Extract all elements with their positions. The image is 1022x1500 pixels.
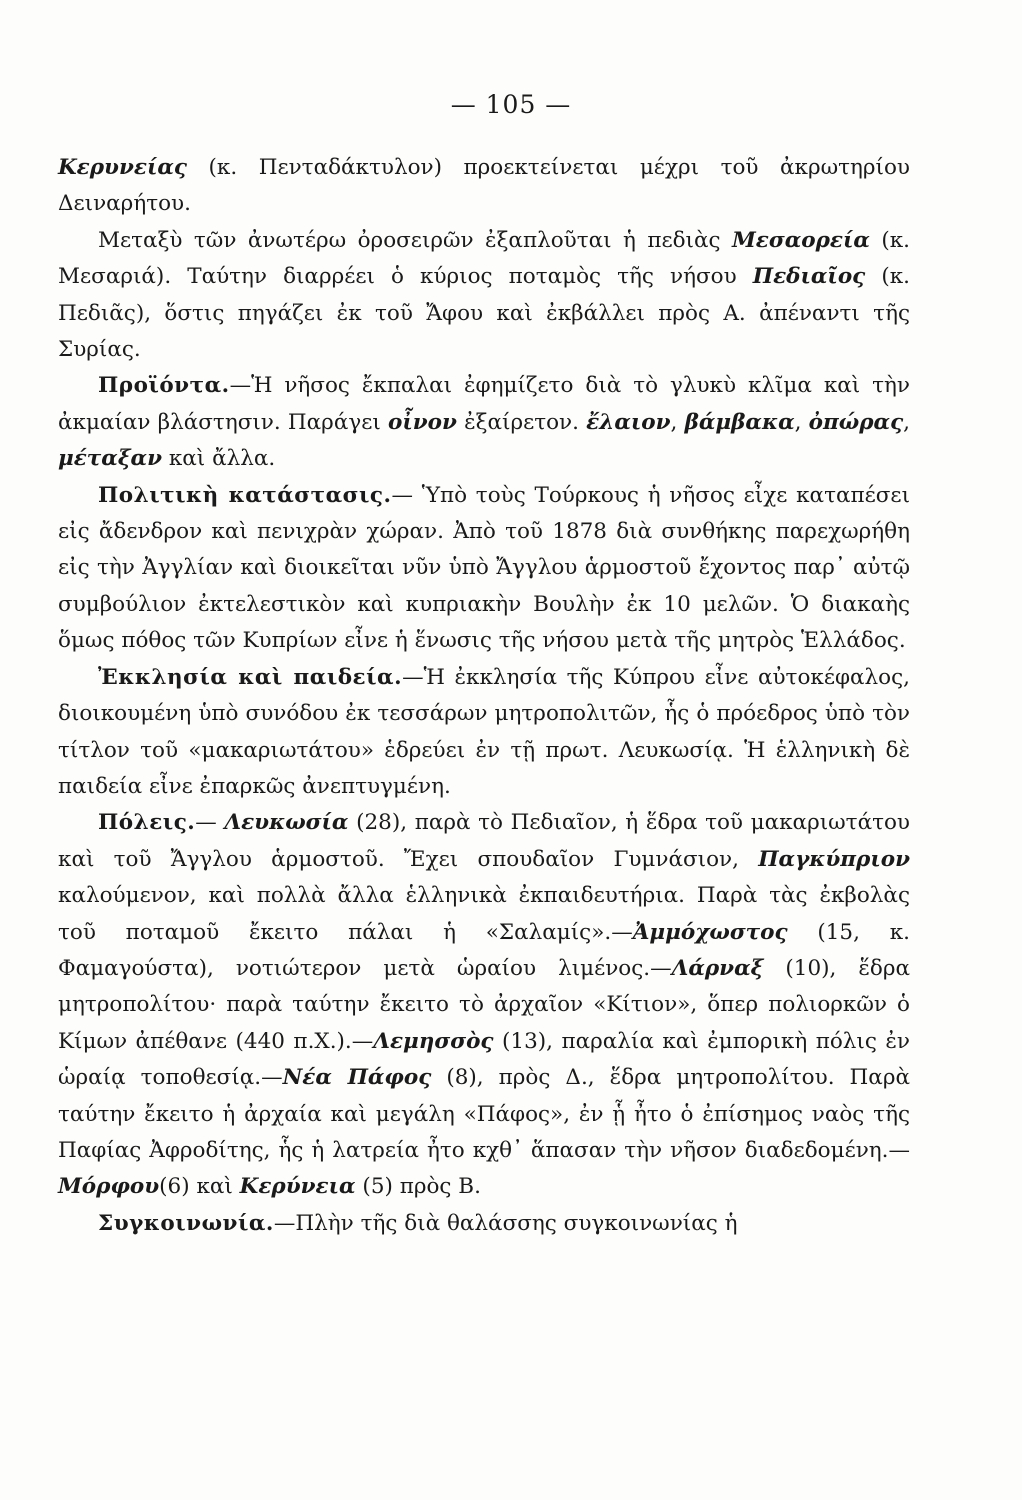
emphasized-term: Ἀμμόχωστος [632, 919, 788, 945]
text-run: (15, κ. Φαμαγούστα), νοτιώτερον μετὰ ὡραίου λιμένος.— [58, 919, 910, 981]
text-run: — [195, 810, 225, 836]
text-run: , [903, 409, 910, 435]
text-run: —Πλὴν τῆς διὰ θαλάσσης συγκοινωνίας ἡ [273, 1210, 738, 1236]
section-heading: Συγκοινωνία. [98, 1210, 274, 1236]
emphasized-term: Λεμησσὸς [373, 1028, 494, 1054]
paragraph-p1 [58, 150, 910, 223]
emphasized-term: ἔλαιον [586, 409, 671, 435]
section-heading: Πόλεις. [98, 810, 196, 836]
emphasized-term: Νέα Πάφος [282, 1065, 432, 1091]
text-run: (13), παραλία καὶ ἐμπορικὴ πόλις ἐν ὡραίᾳ τοποθεσίᾳ.— [58, 1028, 910, 1091]
emphasized-term: μέταξαν [58, 446, 163, 472]
emphasized-term: Πεδιαῖος [752, 264, 866, 290]
paragraph-p6 [58, 805, 910, 1205]
text-run: ἐξαίρετον. [456, 409, 587, 435]
emphasized-term: βάμβακα [684, 409, 795, 435]
text-run: — Ὑπὸ τοὺς Τούρκους ἡ νῆσος εἶχε καταπέσει εἰς ἄδενδρον καὶ πενιχρὰν χώραν. Ἀπὸ τοῦ 1878 διὰ συνθήκης παρεχωρήθη εἰς τὴν Ἀγγλίαν καὶ διοικεῖται νῦν ὑπὸ Ἄγγλου ἁρμοστοῦ ἔχοντος παρ᾽ αὐτῷ συμβούλιον ἐκτελεστικὸν καὶ κυπριακὴν Βουλὴν ἐκ 10 μελῶν. Ὁ διακαὴς ὅμως πόθος τῶν Κυπρίων εἶνε ἡ ἕνωσις τῆς νήσου μετὰ τῆς μητρὸς Ἑλλάδος. [58, 482, 910, 654]
paragraph-p5 [58, 660, 910, 806]
emphasized-term: Λάρναξ [671, 955, 764, 981]
emphasized-term: οἶνον [387, 409, 457, 435]
emphasized-term: Μόρφου [58, 1174, 160, 1200]
paragraph-p7 [58, 1206, 910, 1242]
paragraph-p4 [58, 478, 910, 660]
text-run: (κ. Μεσαριά). Ταύτην διαρρέει ὁ κύριος ποταμὸς τῆς νήσου [58, 227, 911, 290]
text-run: , [670, 409, 685, 435]
text-run: —Ἡ ἐκκλησία τῆς Κύπρου εἶνε αὐτοκέφαλος, διοικουμένη ὑπὸ συνόδου ἐκ τεσσάρων μητροπολιτῶν, ἧς ὁ πρόεδρος ὑπὸ τὸν τίτλον τοῦ «μακαριωτάτου» ἑδρεύει ἐν τῇ πρωτ. Λευκωσίᾳ. Ἡ ἑλληνικὴ δὲ παιδεία εἶνε ἐπαρκῶς ἀνεπτυγμένη. [58, 664, 910, 799]
body-text [58, 150, 910, 1242]
text-run: (5) πρὸς Β. [355, 1174, 481, 1200]
text-run: (κ. Πεδιᾶς), ὅστις πηγάζει ἐκ τοῦ Ἄφου καὶ ἐκβάλλει πρὸς Α. ἀπέναντι τῆς Συρίας. [58, 264, 910, 363]
emphasized-term: ὀπώρας [808, 409, 904, 435]
emphasized-term: Παγκύπριον [758, 846, 910, 872]
emphasized-term: Λευκωσία [224, 810, 349, 836]
emphasized-term: Μεσαορεία [731, 227, 870, 253]
text-run: (6) καὶ [159, 1174, 240, 1200]
section-heading: Ἐκκλησία καὶ παιδεία. [98, 664, 403, 690]
page-number: — 105 — [450, 90, 572, 119]
text-run: (10), ἕδρα μητροπολίτου· παρὰ ταύτην ἔκειτο τὸ ἀρχαῖον «Κίτιον», ὅπερ πολιορκῶν ὁ Κίμων ἀπέθανε (440 π.Χ.).— [58, 955, 911, 1054]
text-run: καλούμενον, καὶ πολλὰ ἄλλα ἑλληνικὰ ἐκπαιδευτήρια. Παρὰ τὰς ἐκβολὰς τοῦ ποταμοῦ ἔκειτο πάλαι ἡ «Σαλαμίς».— [58, 883, 910, 945]
text-run: (28), παρὰ τὸ Πεδιαῖον, ἡ ἕδρα τοῦ μακαριωτάτου καὶ τοῦ Ἄγγλου ἁρμοστοῦ. Ἔχει σπουδαῖον Γυμνάσιον, [58, 810, 910, 872]
text-run: , [794, 409, 809, 435]
section-heading: Πολιτικὴ κατάστασις. [98, 482, 392, 508]
text-run: (8), πρὸς Δ., ἕδρα μητροπολίτου. Παρὰ ταύτην ἔκειτο ἡ ἀρχαία καὶ μεγάλη «Πάφος», ἐν ᾗ ἦτο ὁ ἐπίσημος ναὸς τῆς Παφίας Ἀφροδίτης, ἧς ἡ λατρεία ἦτο κχθ᾽ ἅπασαν τὴν νῆσον διαδεδομένη.— [58, 1065, 910, 1163]
section-heading: Προϊόντα. [98, 373, 230, 399]
emphasized-term: Κερυνείας [58, 155, 187, 180]
paragraph-p3 [58, 368, 910, 477]
text-run: —Ἡ νῆσος ἔκπαλαι ἐφημίζετο διὰ τὸ γλυκὺ κλῖμα καὶ τὴν ἀκμαίαν βλάστησιν. Παράγει [58, 373, 910, 435]
paragraph-p2 [58, 223, 910, 369]
text-run: Μεταξὺ τῶν ἀνωτέρω ὀροσειρῶν ἐξαπλοῦται ἡ πεδιὰς [98, 227, 732, 253]
text-run: (κ. Πενταδάκτυλον) προεκτείνεται μέχρι τοῦ ἀκρωτηρίου Δειναρήτου. [58, 155, 910, 217]
emphasized-term: Κερύνεια [239, 1174, 356, 1200]
text-run: καὶ ἄλλα. [162, 446, 276, 472]
